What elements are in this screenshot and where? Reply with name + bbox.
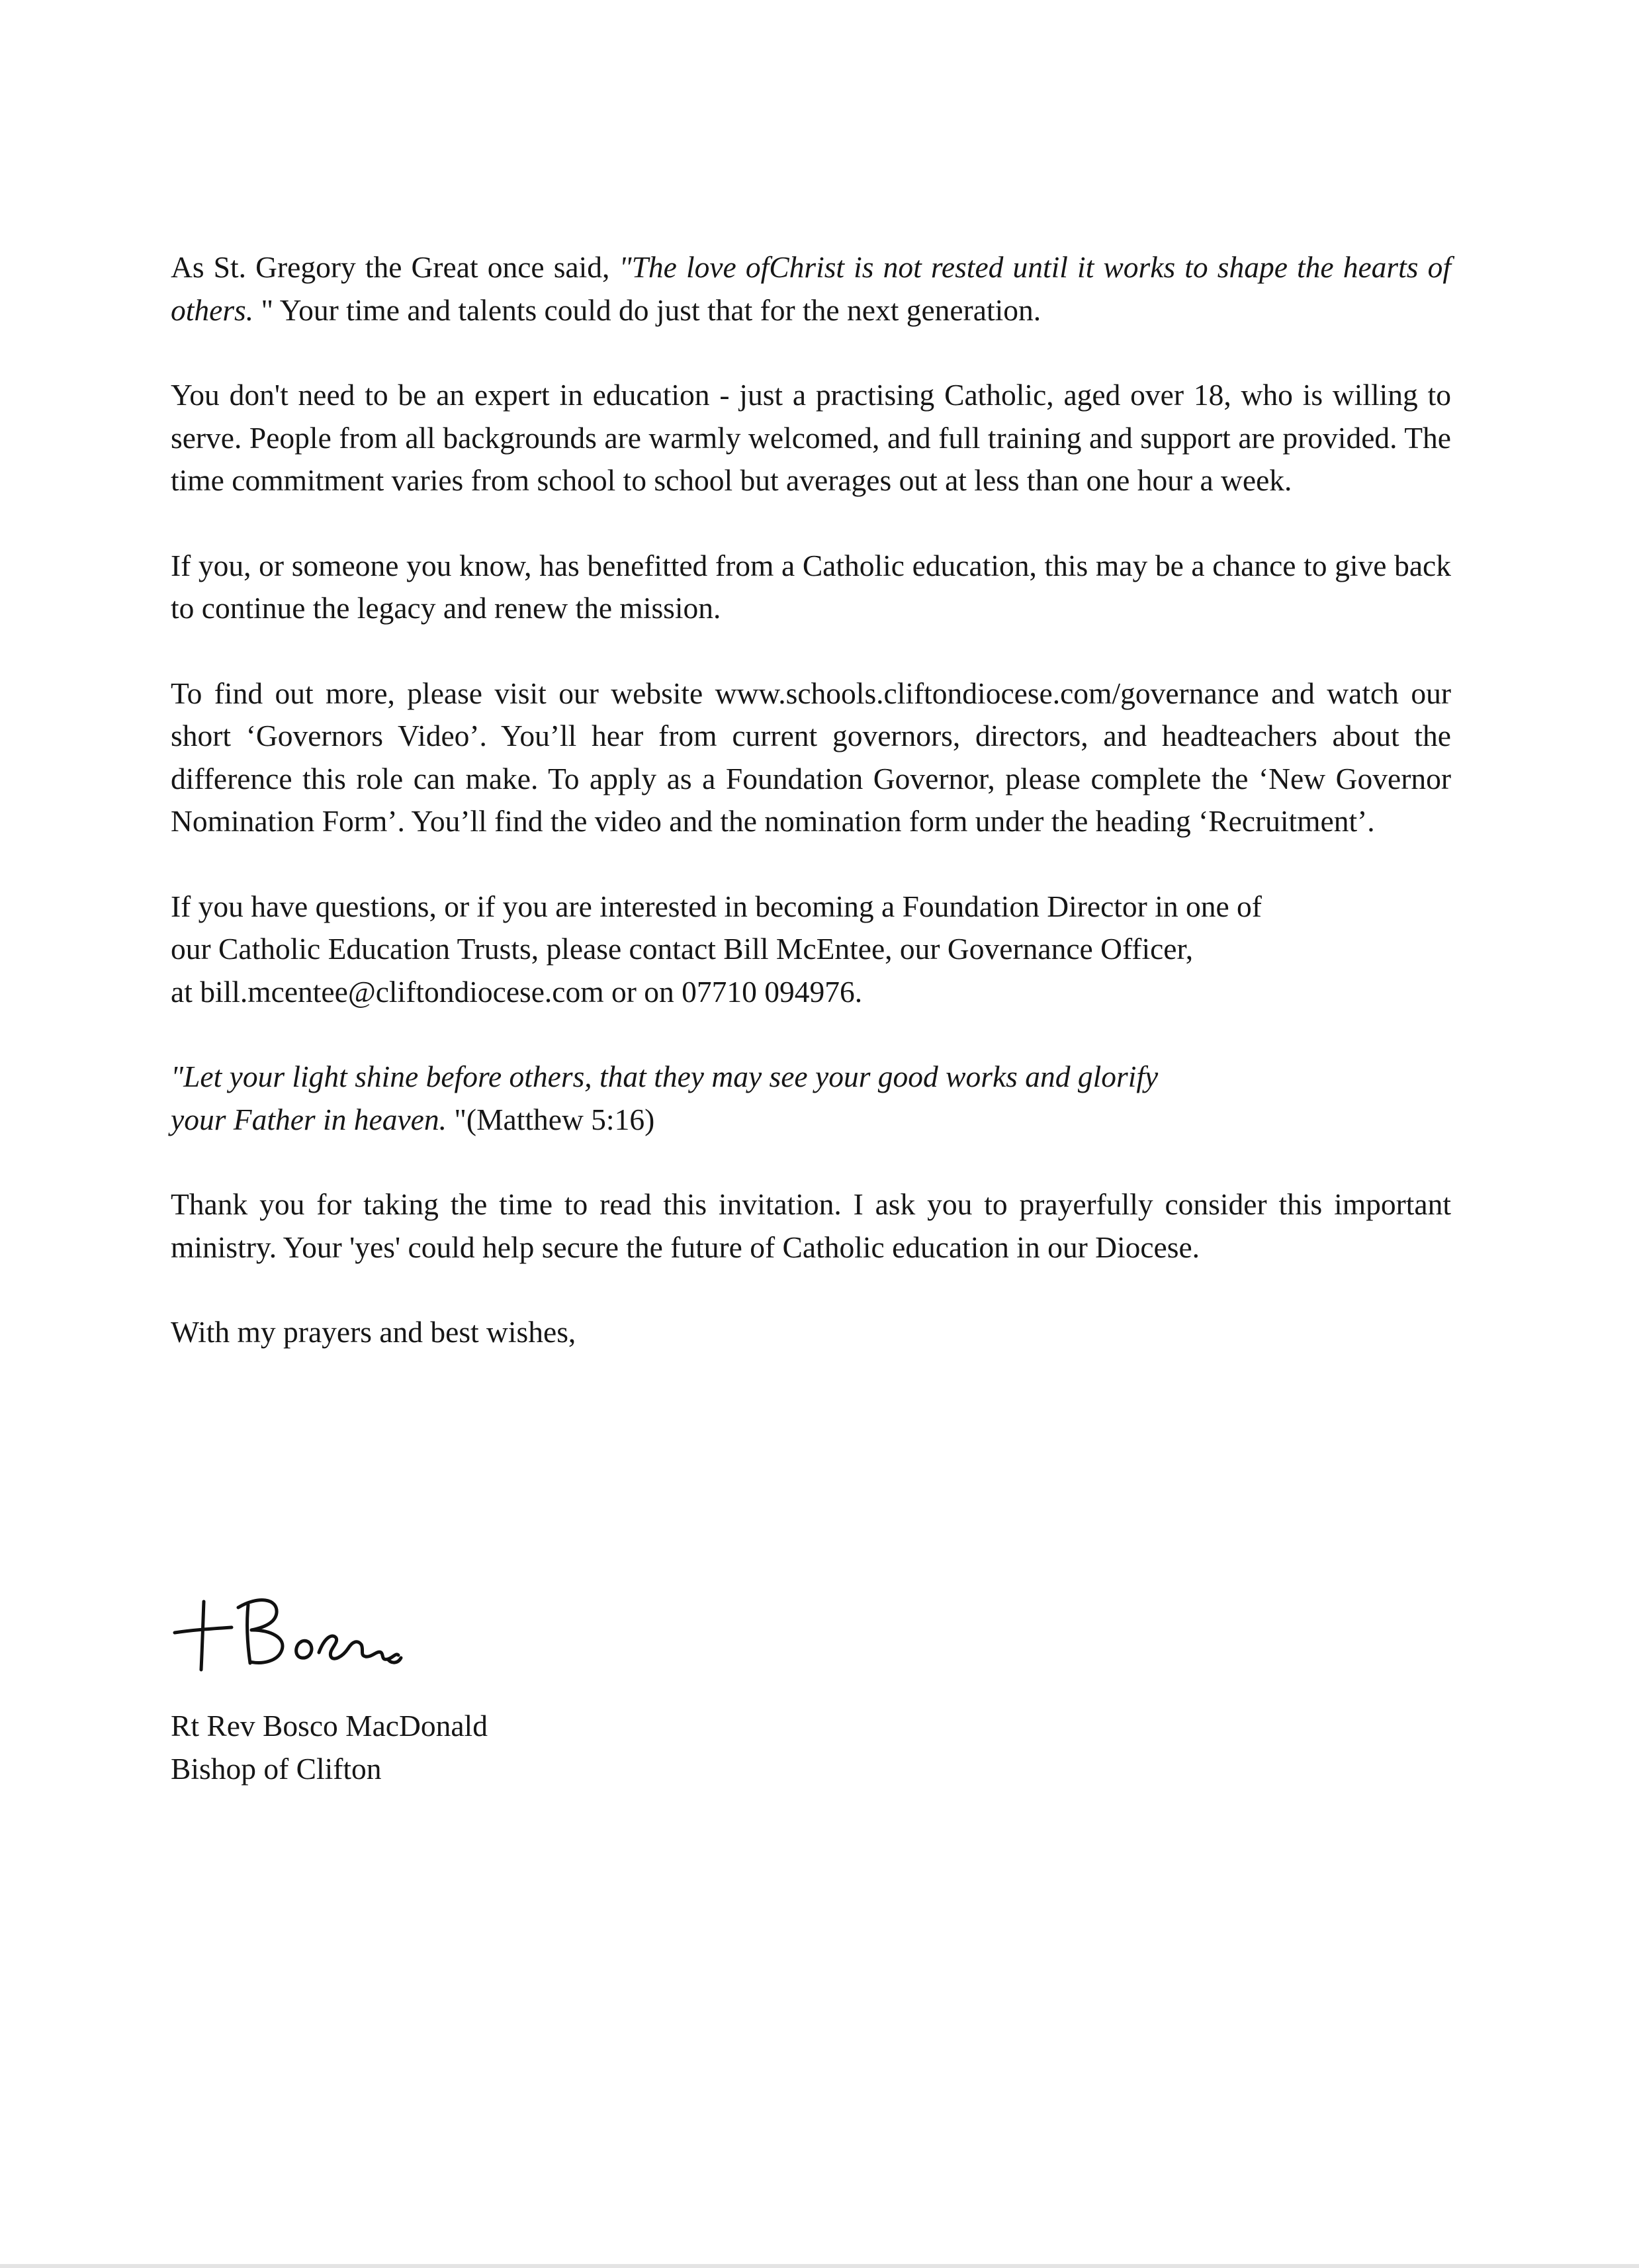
matthew-citation: "(Matthew 5:16) [446,1102,655,1136]
matthew-quote-line-1: "Let your light shine before others, that they may see your good works and glorify [171,1060,1159,1093]
handwritten-signature [165,1578,443,1678]
signatory-name: Rt Rev Bosco MacDonald [171,1709,488,1743]
st-gregory-quote: "The love ofChrist is not rested until it works to shape the hearts of others. [171,250,1451,327]
letter-body [171,246,1451,1354]
questions-line-3: at bill.mcentee@cliftondiocese.com or on 07710 094976. [171,974,863,1009]
signatory-block [171,1705,488,1790]
paragraph-eligibility: You don't need to be an expert in education - just a practising Catholic, aged over 18, who is willing to serve. People from all backgrounds are warmly welcomed, and full training and support are provided. The time commitment varies from school to school but averages out at less than one hour a week. [171,378,1451,497]
scan-edge [0,2264,1639,2268]
paragraph-thank-you: Thank you for taking the time to read this invitation. I ask you to prayerfully consider this important ministry. Your 'yes' could help secure the future of Catholic education in our Diocese. [171,1187,1451,1264]
paragraph-benefitted: If you, or someone you know, has benefitted from a Catholic education, this may be a chance to give back to continue the legacy and renew the mission. [171,548,1451,625]
paragraph-st-gregory [171,246,1451,332]
paragraph-st-gregory-outro: " Your time and talents could do just that for the next generation. [253,293,1041,327]
paragraph-st-gregory-intro: As St. Gregory the Great once said, [171,250,619,284]
paragraph-matthew-quote [171,1056,1451,1141]
signatory-title: Bishop of Clifton [171,1751,382,1786]
paragraph-find-out-more: To find out more, please visit our website www.schools.cliftondiocese.com/governance and watch our short ‘Governors Video’. You’ll hear from current governors, directors, and headteachers about the difference this role can make. To apply as a Foundation Governor, please complete the ‘New Governor Nomination Form’. You’ll find the video and the nomination form under the heading ‘Recruitment’. [171,676,1451,838]
questions-line-2: our Catholic Education Trusts, please contact Bill McEntee, our Governance Officer, [171,932,1194,966]
questions-line-1: If you have questions, or if you are interested in becoming a Foundation Director in one of [171,889,1262,923]
matthew-quote-line-2: your Father in heaven. [171,1102,447,1136]
paragraph-questions [171,885,1451,1014]
paragraph-closing: With my prayers and best wishes, [171,1315,576,1349]
